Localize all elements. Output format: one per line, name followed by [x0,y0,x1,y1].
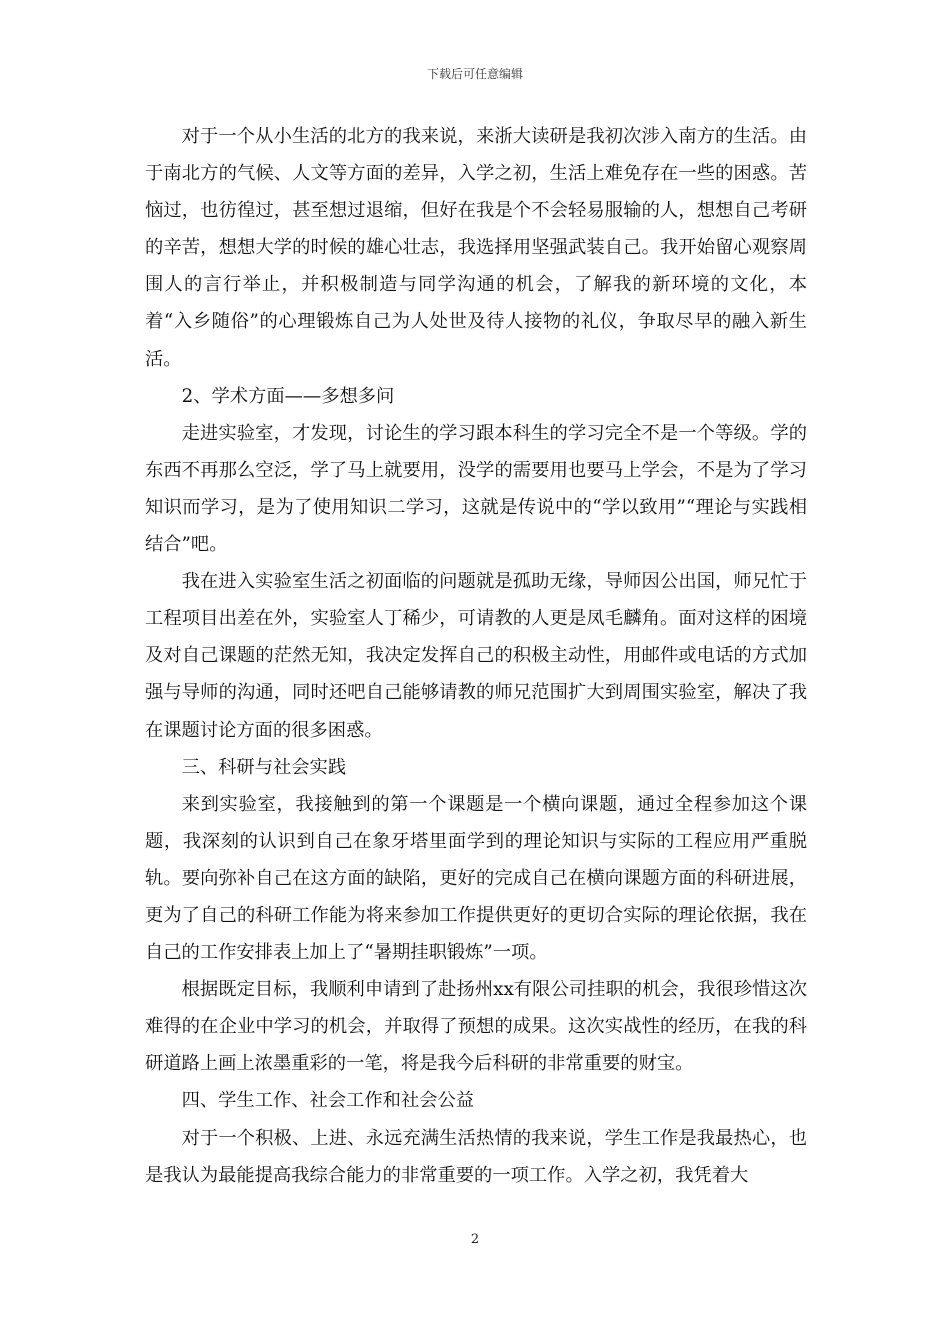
section-heading-academic: 2、学术方面——多想多问 [181,385,395,407]
page-number: 2 [470,1232,480,1247]
paragraph-northern-life: 对于一个从小生活的北方的我来说，来浙大读研是我初次涉入南方的生活。由于南北方的气候、人文等方面的差异，入学之初，生活上难免存在一些的困惑。苦恼过，也彷徨过，甚至想过退缩，但好在我是个不会轻易服输的人，想想自己考研的辛苦，想想大学的时候的雄心壮志，我选择用坚强武装自己。我开始留心观察周围人的言行举止，并积极制造与同学沟通的机会，了解我的新环境的文化，本着“入乡随俗”的心理锻炼自己为人处世及待人接物的礼仪，争取尽早的融入新生活。 [145,126,807,370]
paragraph-lab-study: 走进实验室，才发现，讨论生的学习跟本科生的学习完全不是一个等级。学的东西不再那么空泛，学了马上就要用，没学的需要用也要马上学会，不是为了学习知识而学习，是为了使用知识二学习，这就是传说中的“学以致用”“理论与实践相结合”吧。 [145,422,807,556]
section-heading-research: 三、科研与社会实践 [181,756,347,778]
paragraph-internship: 根据既定目标，我顺利申请到了赴扬州xx有限公司挂职的机会，我很珍惜这次难得的在企业中学习的机会，并取得了预想的成果。这次实战性的经历，在我的科研道路上画上浓墨重彩的一笔，将是我今后科研的非常重要的财宝。 [145,979,807,1075]
paragraph-student-work: 对于一个积极、上进、永远充满生活热情的我来说，学生工作是我最热心，也是我认为最能提高我综合能力的非常重要的一项工作。入学之初，我凭着大 [145,1127,807,1186]
section-heading-student-work: 四、学生工作、社会工作和社会公益 [181,1090,475,1112]
document-body [145,118,807,1194]
page-header: 下载后可任意编辑 [426,67,523,81]
paragraph-first-project: 来到实验室，我接触到的第一个课题是一个横向课题，通过全程参加这个课题，我深刻的认识到自己在象牙塔里面学到的理论知识与实际的工程应用严重脱轨。要向弥补自己在这方面的缺陷，更好的完成自己在横向课题方面的科研进展，更为了自己的科研工作能为将来参加工作提供更好的更切合实际的理论依据，我在自己的工作安排表上加上了“暑期挂职锻炼”一项。 [145,793,807,964]
paragraph-lab-difficulties: 我在进入实验室生活之初面临的问题就是孤助无缘，导师因公出国，师兄忙于工程项目出差在外，实验室人丁稀少，可请教的人更是凤毛麟角。面对这样的困境及对自己课题的茫然无知，我决定发挥自己的积极主动性，用邮件或电话的方式加强与导师的沟通，同时还吧自己能够请教的师兄范围扩大到周围实验室，解决了我在课题讨论方面的很多困惑。 [145,571,807,741]
